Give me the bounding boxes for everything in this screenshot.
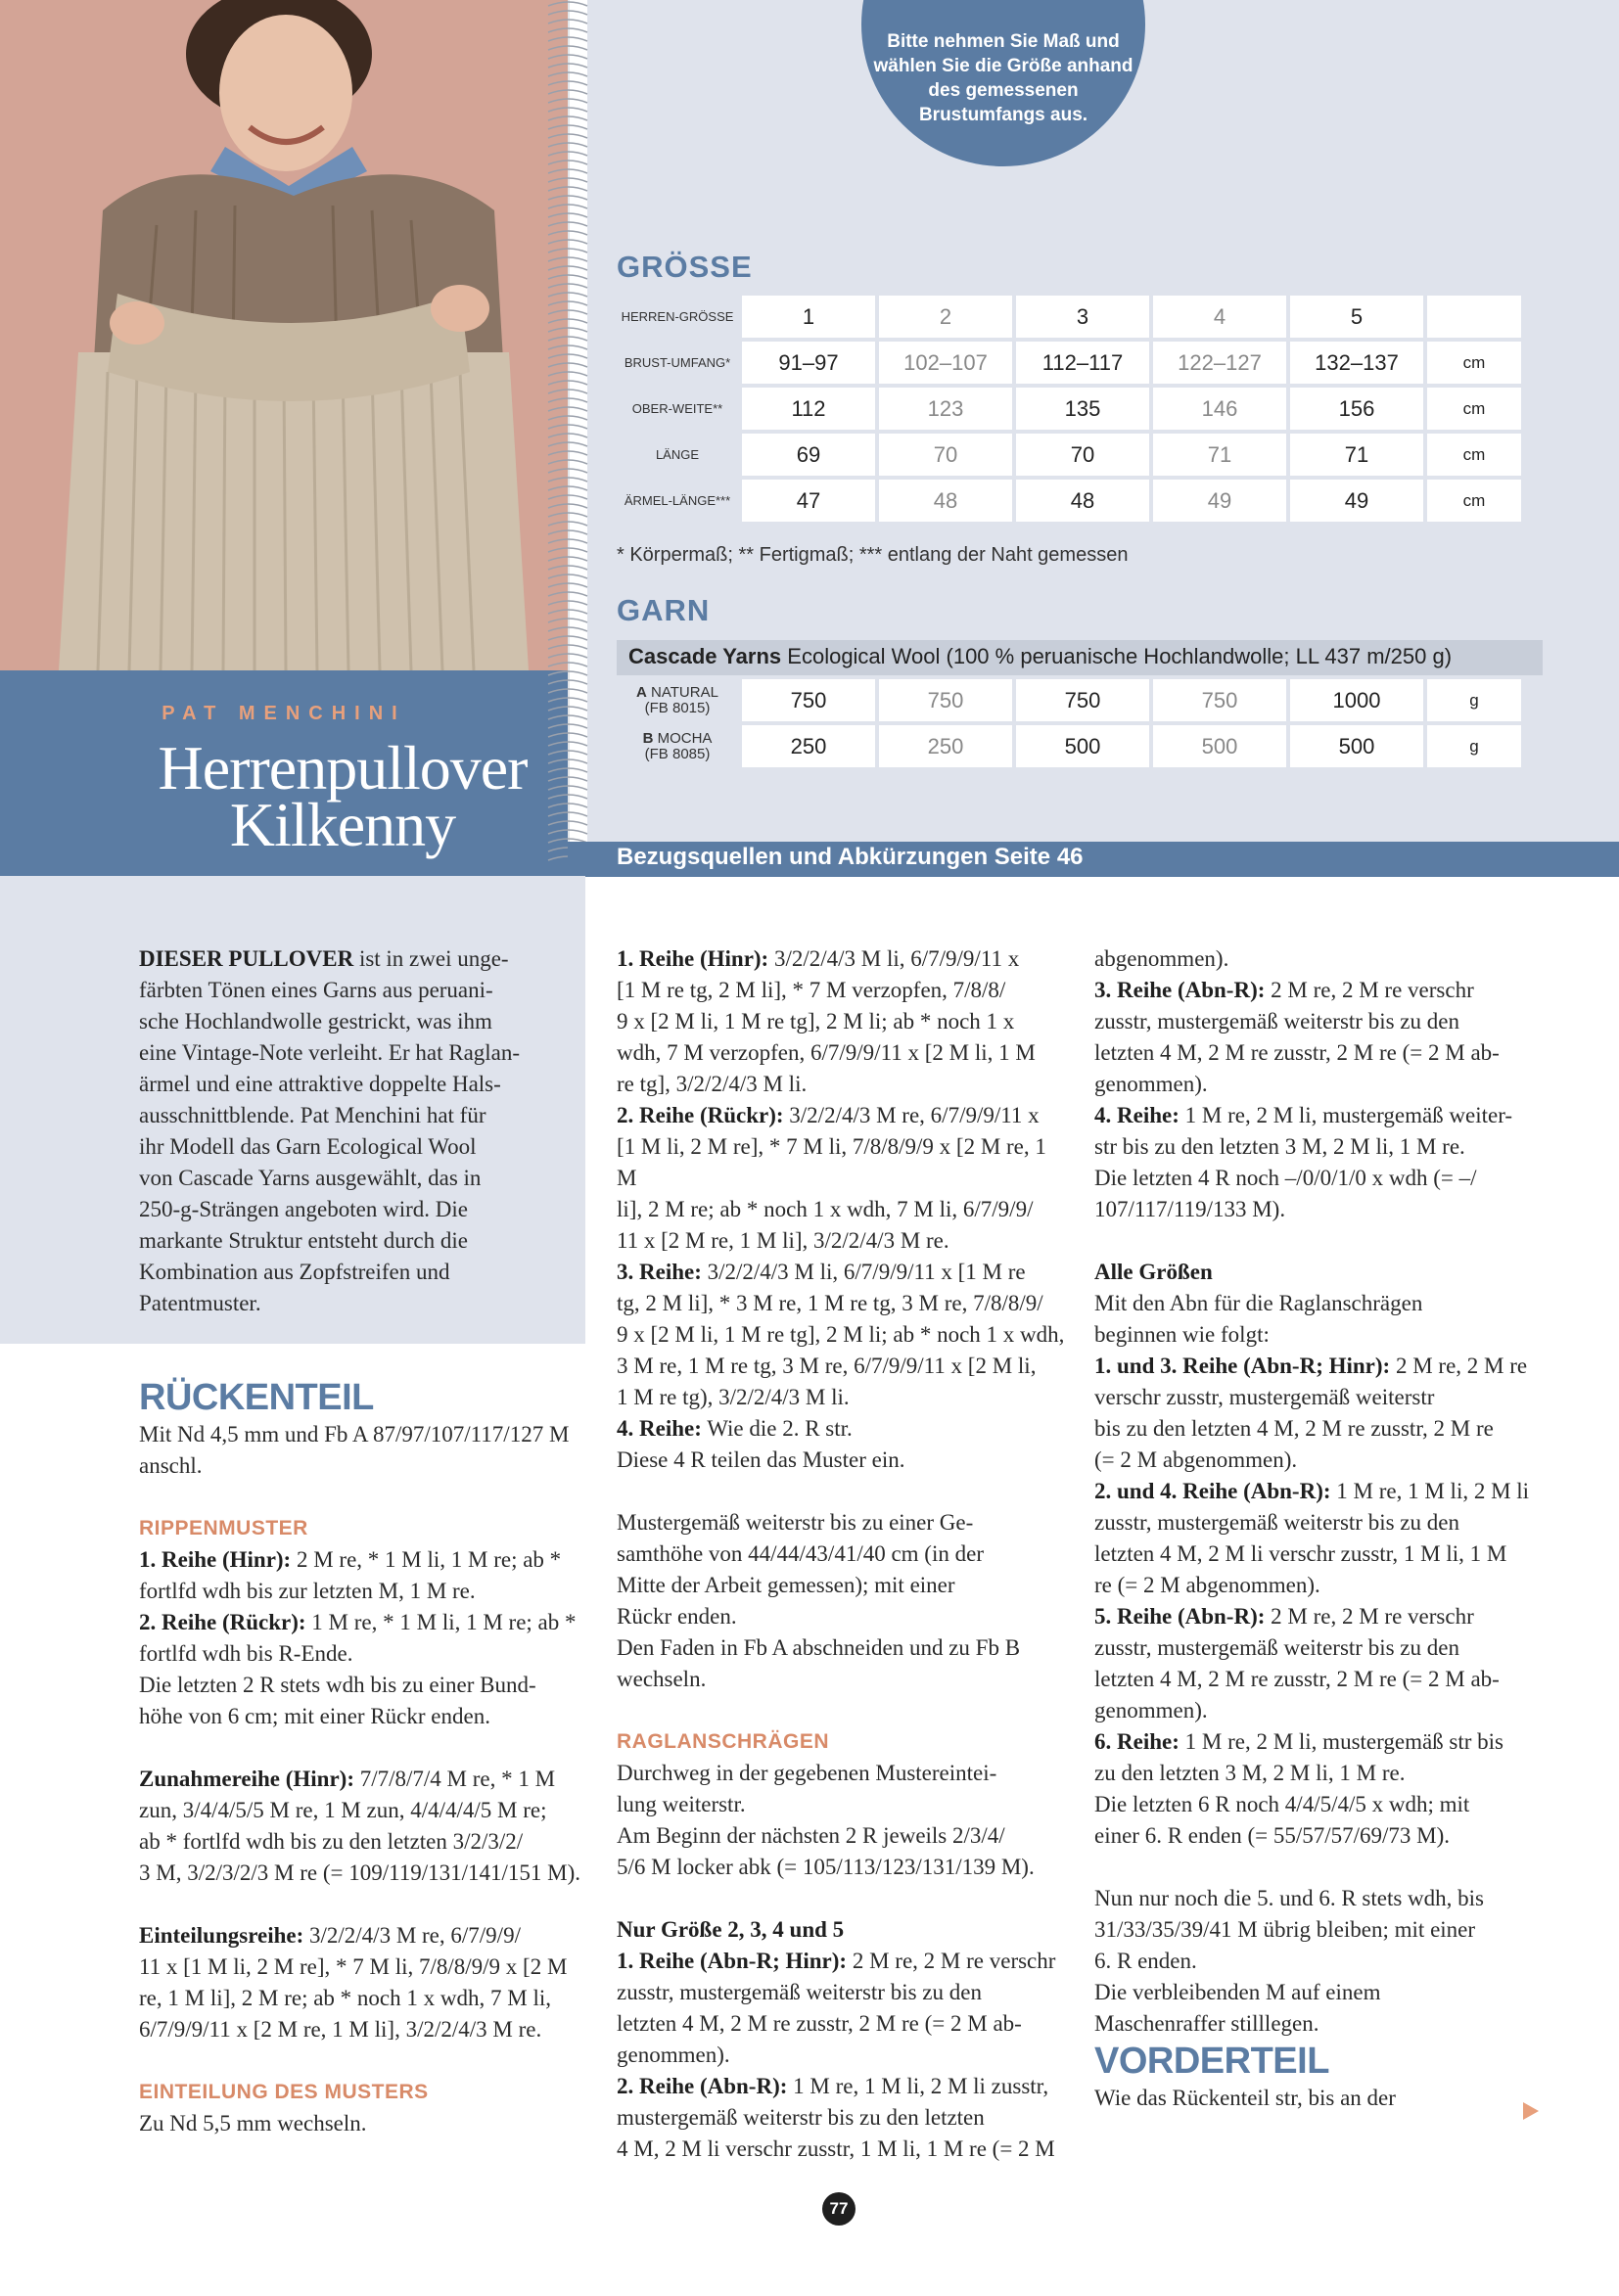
text-line: Durchweg in der gegebenen Mustereintei- (617, 1761, 997, 1785)
row-label (617, 679, 738, 721)
color-code: B (642, 729, 654, 747)
unit-cell: g (1427, 679, 1521, 721)
cell: 91–97 (742, 342, 875, 384)
table-row (617, 480, 1521, 522)
row-lead: 3. Reihe (Abn-R): (1094, 978, 1266, 1002)
cell: 750 (1016, 679, 1149, 721)
text-line: 9 x [2 M li, 1 M re tg], 2 M li; ab * noch 1 x (617, 1009, 1015, 1033)
cell: 47 (742, 480, 875, 522)
text-column-2 (617, 943, 1069, 2165)
model-photo (0, 0, 568, 670)
cell: 4 (1153, 296, 1286, 338)
yarn-description: Ecological Wool (100 % peruanische Hochlandwolle; LL 437 m/250 g) (787, 644, 1453, 668)
cell: 123 (879, 388, 1012, 430)
text-line: bis zu den letzten 4 M, 2 M re zusstr, 2 M re (1094, 1416, 1494, 1441)
pattern-title-line1: Herrenpullover (158, 733, 528, 803)
cell: 250 (879, 725, 1012, 767)
paragraph (617, 1758, 1069, 1883)
table-row (617, 342, 1521, 384)
text-line: Die letzten 6 R noch 4/4/5/4/5 x wdh; mit (1094, 1792, 1470, 1816)
text-line: Mitte der Arbeit gemessen); mit einer (617, 1573, 955, 1597)
text-line: zusstr, mustergemäß weiterstr bis zu den (617, 1980, 982, 2004)
text-line: Mustergemäß weiterstr bis zu einer Ge- (617, 1510, 974, 1535)
paragraph (617, 1914, 1069, 2165)
row-lead: 2. Reihe (Rückr): (617, 1103, 784, 1127)
text-line: 5/6 M locker abk (= 105/113/123/131/139 M). (617, 1855, 1035, 1879)
row-label (617, 725, 738, 767)
cell: 71 (1290, 434, 1423, 476)
cell: 69 (742, 434, 875, 476)
row-label: BRUST-UMFANG* (617, 342, 738, 384)
unit-cell (1427, 296, 1521, 338)
text-line: lung weiterstr. (617, 1792, 746, 1816)
cell: 156 (1290, 388, 1423, 430)
text-line: 9 x [2 M li, 1 M re tg], 2 M li; ab * noch 1 x wdh, (617, 1322, 1065, 1347)
text-line: 2 M re, 2 M re verschr (1265, 978, 1474, 1002)
intro-lead: DIESER PULLOVER (139, 946, 354, 971)
text-line: ihr Modell das Garn Ecological Wool (139, 1134, 477, 1159)
row-lead: 1. Reihe (Hinr): (617, 946, 769, 971)
paragraph (139, 1764, 585, 1889)
text-line: wechseln. (617, 1667, 707, 1691)
table-row (617, 725, 1521, 767)
text-line: 31/33/35/39/41 M übrig bleiben; mit einer (1094, 1917, 1476, 1942)
text-line: ab * fortlfd wdh bis zu den letzten 3/2/3/2/ (139, 1829, 524, 1854)
vorderteil-heading: VORDERTEIL (1094, 2041, 1329, 2082)
text-line: 7/7/8/7/4 M re, * 1 M (353, 1767, 556, 1791)
text-line: Wie die 2. R str. (701, 1416, 853, 1441)
text-line: höhe von 6 cm; mit einer Rückr enden. (139, 1704, 490, 1728)
text-line: genommen). (1094, 1072, 1208, 1096)
table-row (617, 296, 1521, 338)
cell: 70 (879, 434, 1012, 476)
text-line: einer 6. R enden (= 55/57/57/69/73 M). (1094, 1823, 1451, 1848)
row-lead: 3. Reihe: (617, 1260, 702, 1284)
text-line: letzten 4 M, 2 M re zusstr, 2 M re (= 2 M ab- (1094, 1040, 1500, 1065)
text-line: ausschnittblende. Pat Menchini hat für (139, 1103, 486, 1127)
paragraph (1094, 1257, 1545, 1852)
row-label: ÄRMEL-LÄNGE*** (617, 480, 738, 522)
text-line: 3/2/2/4/3 M re, 6/7/9/9/11 x (783, 1103, 1040, 1127)
unit-cell: cm (1427, 388, 1521, 430)
paragraph (1094, 1883, 1545, 2040)
cell: 1 (742, 296, 875, 338)
cell: 1000 (1290, 679, 1423, 721)
cell: 48 (1016, 480, 1149, 522)
table-row (617, 434, 1521, 476)
text-line: 1 M re, 2 M li, mustergemäß str bis (1179, 1729, 1504, 1754)
paragraph (617, 1507, 1069, 1695)
text-line: 6/7/9/9/11 x [2 M re, 1 M li], 3/2/2/4/3 M re. (139, 2017, 542, 2042)
text-line: re, 1 M li], 2 M re; ab * noch 1 x wdh, 7 M li, (139, 1986, 551, 2010)
row-lead: 1. und 3. Reihe (Abn-R; Hinr): (1094, 1354, 1391, 1378)
paragraph (139, 1544, 585, 1732)
text-line: Die letzten 2 R stets wdh bis zu einer Bund- (139, 1673, 536, 1697)
text-line: zu den letzten 3 M, 2 M li, 1 M re. (1094, 1761, 1406, 1785)
text-column-3 (1094, 943, 1545, 2114)
continue-arrow-icon (1523, 2102, 1539, 2120)
text-line: 2 M re, 2 M re verschr (847, 1949, 1056, 1973)
row-lead: 1. Reihe (Hinr): (139, 1547, 292, 1572)
text-line: letzten 4 M, 2 M li verschr zusstr, 1 M li, 1 M (1094, 1541, 1507, 1566)
row-lead: 2. Reihe (Abn-R): (617, 2074, 788, 2098)
cell: 500 (1153, 725, 1286, 767)
text-line: [1 M li, 2 M re], * 7 M li, 7/8/8/9/9 x [2 M re, 1 M (617, 1134, 1046, 1190)
page-number: 77 (822, 2192, 856, 2226)
garn-description-line (628, 644, 1452, 669)
unit-cell: cm (1427, 480, 1521, 522)
cell: 102–107 (879, 342, 1012, 384)
text-line: 107/117/119/133 M). (1094, 1197, 1286, 1221)
text-line: Mit den Abn für die Raglanschrägen (1094, 1291, 1423, 1315)
text-line: Die verbleibenden M auf einem (1094, 1980, 1381, 2004)
rippenmuster-heading: RIPPENMUSTER (139, 1517, 308, 1539)
size-subheading: Alle Größen (1094, 1260, 1213, 1284)
einteilung-heading: EINTEILUNG DES MUSTERS (139, 2081, 429, 2103)
cell: 71 (1153, 434, 1286, 476)
text-line: zusstr, mustergemäß weiterstr bis zu den (1094, 1009, 1459, 1033)
text-line: 6. R enden. (1094, 1949, 1197, 1973)
cell: 750 (742, 679, 875, 721)
text-line: 3 M re, 1 M re tg, 3 M re, 6/7/9/9/11 x [2 M li, (617, 1354, 1037, 1378)
size-subheading: Nur Größe 2, 3, 4 und 5 (617, 1917, 845, 1942)
paragraph: Wie das Rückenteil str, bis an der (1094, 2086, 1396, 2110)
row-lead: 4. Reihe: (1094, 1103, 1180, 1127)
row-lead: 4. Reihe: (617, 1416, 702, 1441)
pattern-title-line2: Kilkenny (229, 790, 456, 859)
size-table (613, 292, 1525, 526)
text-line: li], 2 M re; ab * noch 1 x wdh, 7 M li, 6/7/9/9/ (617, 1197, 1034, 1221)
unit-cell: cm (1427, 434, 1521, 476)
text-line: Den Faden in Fb A abschneiden und zu Fb B (617, 1635, 1021, 1660)
text-column-1 (139, 943, 585, 2139)
text-line: genommen). (1094, 1698, 1208, 1722)
cell: 750 (879, 679, 1012, 721)
table-row (617, 388, 1521, 430)
size-hint-text: Bitte nehmen Sie Maß und wählen Sie die Größe anhand des gemessenen Brustumfangs aus. (873, 31, 1133, 125)
cell: 500 (1016, 725, 1149, 767)
text-line: Maschenraffer stilllegen. (1094, 2011, 1319, 2036)
reference-text: Bezugsquellen und Abkürzungen Seite 46 (617, 844, 1084, 870)
text-line: Die letzten 4 R noch –/0/0/1/0 x wdh (= –/ (1094, 1166, 1477, 1190)
text-line: 3/2/2/4/3 M li, 6/7/9/9/11 x (768, 946, 1020, 971)
row-lead: Zunahmereihe (Hinr): (139, 1767, 354, 1791)
text-line: genommen). (617, 2043, 730, 2067)
text-line: eine Vintage-Note verleiht. Er hat Raglan- (139, 1040, 521, 1065)
cell: 48 (879, 480, 1012, 522)
yarn-brand: Cascade Yarns (628, 644, 782, 668)
text-line: sche Hochlandwolle gestrickt, was ihm (139, 1009, 492, 1033)
groesse-heading: GRÖSSE (617, 250, 753, 284)
text-line: samthöhe von 44/44/43/41/40 cm (in der (617, 1541, 984, 1566)
unit-cell: cm (1427, 342, 1521, 384)
paragraph (139, 1920, 585, 2045)
cell: 70 (1016, 434, 1149, 476)
rueckenteil-heading: RÜCKENTEIL (139, 1377, 374, 1418)
cell: 112–117 (1016, 342, 1149, 384)
text-line: Patentmuster. (139, 1291, 261, 1315)
text-line: 1 M re, 1 M li, 2 M li zusstr, (787, 2074, 1049, 2098)
row-lead: 2. Reihe (Rückr): (139, 1610, 306, 1634)
text-line: 4 M, 2 M li verschr zusstr, 1 M li, 1 M re (= 2 M (617, 2136, 1055, 2161)
table-row (617, 679, 1521, 721)
row-lead: 1. Reihe (Abn-R; Hinr): (617, 1949, 848, 1973)
text-line: 1 M re, * 1 M li, 1 M re; ab * (305, 1610, 577, 1634)
yarn-table (613, 675, 1525, 771)
cell: 3 (1016, 296, 1149, 338)
garn-heading: GARN (617, 593, 711, 627)
text-line: abgenommen). (1094, 946, 1229, 971)
text-line: anschl. (139, 1453, 203, 1478)
text-line: wdh, 7 M verzopfen, 6/7/9/9/11 x [2 M li, 1 M (617, 1040, 1036, 1065)
text-line: str bis zu den letzten 3 M, 2 M li, 1 M re. (1094, 1134, 1465, 1159)
text-line: ist in zwei unge- (353, 946, 509, 971)
unit-cell: g (1427, 725, 1521, 767)
text-line: verschr zusstr, mustergemäß weiterstr (1094, 1385, 1435, 1409)
text-line: 2 M re, 2 M re (1390, 1354, 1528, 1378)
text-line: letzten 4 M, 2 M re zusstr, 2 M re (= 2 M ab- (1094, 1667, 1500, 1691)
row-lead: Einteilungsreihe: (139, 1923, 304, 1948)
paragraph (1094, 943, 1545, 1225)
text-line: fortlfd wdh bis R-Ende. (139, 1641, 353, 1666)
text-line: re (= 2 M abgenommen). (1094, 1573, 1320, 1597)
text-line: Nun nur noch die 5. und 6. R stets wdh, bis (1094, 1886, 1485, 1910)
text-line: Kombination aus Zopfstreifen und (139, 1260, 450, 1284)
text-line: Diese 4 R teilen das Muster ein. (617, 1447, 905, 1472)
text-line: mustergemäß weiterstr bis zu den letzten (617, 2105, 985, 2130)
text-line: [1 M re tg, 2 M li], * 7 M verzopfen, 7/8/8/ (617, 978, 1006, 1002)
color-code: A (636, 683, 647, 701)
text-line: (= 2 M abgenommen). (1094, 1447, 1298, 1472)
cell: 112 (742, 388, 875, 430)
paragraph (617, 943, 1069, 1476)
row-label: HERREN-GRÖSSE (617, 296, 738, 338)
text-line: re tg], 3/2/2/4/3 M li. (617, 1072, 808, 1096)
cell: 750 (1153, 679, 1286, 721)
text-line: zusstr, mustergemäß weiterstr bis zu den (1094, 1635, 1459, 1660)
cell: 146 (1153, 388, 1286, 430)
row-lead: 5. Reihe (Abn-R): (1094, 1604, 1266, 1629)
color-name: MOCHA (657, 729, 713, 747)
paragraph: Zu Nd 5,5 mm wechseln. (139, 2111, 367, 2135)
text-line: 11 x [1 M li, 2 M re], * 7 M li, 7/8/8/9/9 x [2 M (139, 1954, 568, 1979)
text-line: von Cascade Yarns ausgewählt, das in (139, 1166, 482, 1190)
text-line: 2 M re, 2 M re verschr (1265, 1604, 1474, 1629)
paragraph (139, 1419, 585, 1482)
text-line: markante Struktur entsteht durch die (139, 1228, 468, 1253)
text-line: ärmel und eine attraktive doppelte Hals- (139, 1072, 501, 1096)
text-line: 250-g-Strängen angeboten wird. Die (139, 1197, 468, 1221)
cell: 250 (742, 725, 875, 767)
text-line: 2 M re, * 1 M li, 1 M re; ab * (291, 1547, 562, 1572)
color-number: (FB 8015) (644, 699, 711, 716)
cell: 122–127 (1153, 342, 1286, 384)
text-line: letzten 4 M, 2 M re zusstr, 2 M re (= 2 M ab- (617, 2011, 1022, 2036)
text-line: zun, 3/4/4/5/5 M re, 1 M zun, 4/4/4/4/5 M re; (139, 1798, 547, 1822)
text-line: 1 M re, 1 M li, 2 M li (1330, 1479, 1530, 1503)
row-label: LÄNGE (617, 434, 738, 476)
cell: 49 (1153, 480, 1286, 522)
cell: 132–137 (1290, 342, 1423, 384)
cell: 135 (1016, 388, 1149, 430)
text-line: Rückr enden. (617, 1604, 737, 1629)
text-line: zusstr, mustergemäß weiterstr bis zu den (1094, 1510, 1459, 1535)
cell: 5 (1290, 296, 1423, 338)
text-line: 3/2/2/4/3 M re, 6/7/9/9/ (303, 1923, 521, 1948)
text-line: beginnen wie folgt: (1094, 1322, 1270, 1347)
spiral-binding-decoration (543, 0, 592, 920)
designer-name: PAT MENCHINI (162, 703, 406, 724)
size-footnote: * Körpermaß; ** Fertigmaß; *** entlang der Naht gemessen (617, 544, 1129, 566)
row-lead: 2. und 4. Reihe (Abn-R): (1094, 1479, 1331, 1503)
text-line: Mit Nd 4,5 mm und Fb A 87/97/107/117/127 M (139, 1422, 570, 1446)
cell: 2 (879, 296, 1012, 338)
row-label: OBER-WEITE** (617, 388, 738, 430)
cell: 500 (1290, 725, 1423, 767)
text-line: 1 M re tg), 3/2/2/4/3 M li. (617, 1385, 850, 1409)
text-line: 11 x [2 M re, 1 M li], 3/2/2/4/3 M re. (617, 1228, 949, 1253)
row-lead: 6. Reihe: (1094, 1729, 1180, 1754)
color-name: NATURAL (651, 683, 718, 701)
text-line: 3/2/2/4/3 M li, 6/7/9/9/11 x [1 M re (701, 1260, 1026, 1284)
intro-paragraph (139, 943, 585, 1319)
text-line: 3 M, 3/2/3/2/3 M re (= 109/119/131/141/151 M). (139, 1860, 581, 1885)
text-line: tg, 2 M li], * 3 M re, 1 M re tg, 3 M re, 7/8/8/9/ (617, 1291, 1043, 1315)
text-line: 1 M re, 2 M li, mustergemäß weiter- (1179, 1103, 1513, 1127)
cell: 49 (1290, 480, 1423, 522)
raglan-heading: RAGLANSCHRÄGEN (617, 1730, 829, 1753)
text-line: fortlfd wdh bis zur letzten M, 1 M re. (139, 1579, 476, 1603)
text-line: färbten Tönen eines Garns aus peruani- (139, 978, 493, 1002)
text-line: Am Beginn der nächsten 2 R jeweils 2/3/4/ (617, 1823, 1005, 1848)
color-number: (FB 8085) (644, 745, 711, 762)
